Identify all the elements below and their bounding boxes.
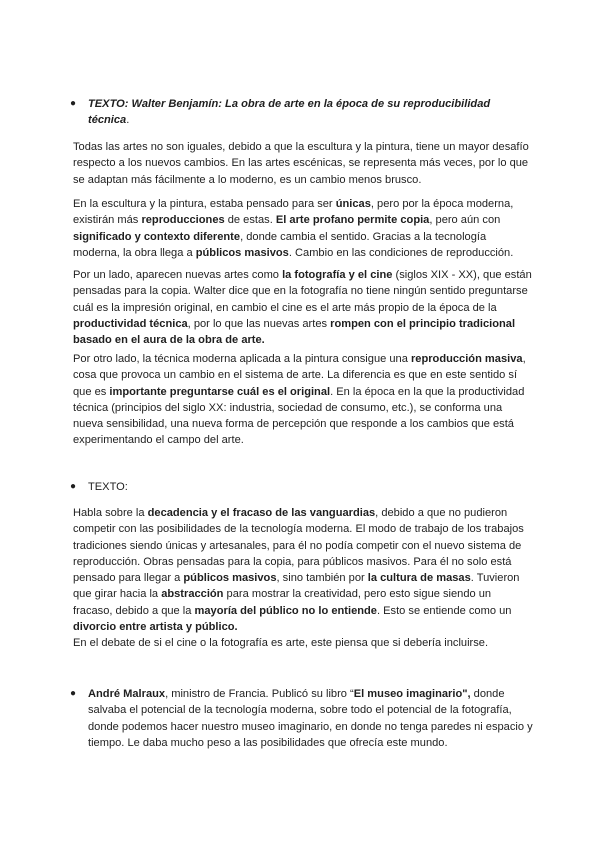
bold-run: importante preguntarse cuál es el original — [109, 385, 331, 398]
text-run: Por otro lado, la técnica moderna aplicada a la pintura consigue una — [73, 353, 411, 365]
paragraph-2-text — [73, 196, 533, 261]
text-run: , cosa que provoca un cambio en el sistema de arte. La diferencia es que en este sentido sí que es — [73, 353, 526, 398]
paragraph-2 — [73, 196, 533, 261]
text-run: donde salvaba el potencial de la tecnología moderna, sobre todo el potencial de la fotografía, donde podemos hacer nuestro museo imaginario, en donde no tenga paredes ni espacio y tiempo. Le daba mucho peso a las posibilidades que ofrecía este mundo. — [88, 688, 533, 749]
bold-run: significado y contexto diferente — [73, 230, 241, 243]
text-run: En la escultura y la pintura, estaba pensado para ser — [73, 198, 336, 210]
bold-run: abstracción — [161, 588, 224, 601]
text-run: Habla sobre la — [73, 507, 148, 519]
paragraph-5 — [73, 505, 533, 635]
text-run: . Tuvieron que girar hacia la — [73, 572, 520, 601]
paragraph-4-text — [73, 351, 533, 449]
bold-run: decadencia y el fracaso de las vanguardias — [147, 507, 376, 519]
bullet-icon: ● — [70, 688, 77, 699]
text-run: , pero por la época moderna, existirán más — [73, 198, 514, 227]
bold-run: públicos masivos — [195, 246, 289, 259]
text-run: para mostrar la creatividad, pero esto sigue siendo un fracaso, debido a que la — [73, 588, 492, 617]
bullet-icon: ● — [70, 98, 77, 109]
text-run: , debido a que no pudieron competir con las posibilidades de la tecnología moderna. El modo de trabajo de los trabajos tradiciones siendo únicas y artesanales, para él no podía competir con el nuevo sistema de reproducción. Obras pensadas para la copia, para públicos masivos. Para él no solo está pensado para llegar a — [73, 507, 524, 585]
paragraph-1-text: Todas las artes no son iguales, debido a que la escultura y la pintura, tiene un mayor desafío respecto a los nuevos cambios. En las artes escénicas, se representa más veces, por lo que se adaptan más fácilmente a lo moderno, es un cambio menos brusco. — [73, 141, 529, 186]
text-run: , ministro de Francia. Publicó su libro “ — [165, 688, 354, 700]
bold-run: El arte profano permite copia — [275, 214, 430, 227]
bold-run: rompen con el principio tradicional basado en el aura de la obra de arte. — [73, 317, 516, 347]
malraux-text — [88, 686, 533, 751]
bold-run: públicos masivos — [183, 572, 277, 585]
bold-run: reproducciones — [141, 214, 225, 227]
text-run: Por un lado, aparecen nuevas artes como — [73, 269, 283, 281]
text-run: de estas. — [224, 214, 276, 227]
section-heading-benjamin — [88, 96, 533, 129]
text-run: (siglos XIX - XX), que están pensadas para la copia. Walter dice que en la fotografía no tiene ningún sentido preguntarse cuál es la impresión original, en cambio el cine es el arte más propio de la época de la — [73, 269, 532, 314]
bullet-item-benjamin — [70, 96, 533, 129]
paragraph-6 — [73, 635, 533, 651]
paragraph-5-text — [73, 505, 533, 635]
text-run: , sino también por — [276, 572, 368, 585]
section-heading-texto: TEXTO: — [88, 481, 128, 493]
heading-period: . — [126, 114, 130, 127]
bold-run: reproducción masiva — [410, 353, 523, 365]
bold-run: productividad técnica — [73, 317, 188, 330]
text-run: , donde cambia el sentido. Gracias a la tecnología moderna, la obra llega a — [73, 230, 487, 259]
bold-run: divorcio entre artista y público. — [73, 621, 238, 634]
bullet-icon: ● — [70, 481, 77, 492]
heading-line-2: técnica — [88, 114, 127, 127]
heading-line-1: TEXTO: Walter Benjamín: La obra de arte en la época de su reproducibilidad — [88, 98, 491, 110]
text-run: , pero aún con — [429, 214, 501, 227]
bold-run: únicas — [335, 198, 371, 210]
paragraph-3 — [73, 267, 533, 348]
bullet-item-malraux — [70, 686, 533, 751]
paragraph-1 — [73, 139, 533, 188]
bold-run: André Malraux — [88, 688, 166, 700]
paragraph-6-text: En el debate de si el cine o la fotografía es arte, este piensa que si debería incluirse. — [73, 637, 489, 649]
paragraph-4 — [73, 351, 533, 449]
bullet-item-texto — [70, 479, 533, 495]
text-run: . Cambio en las condiciones de reproducción. — [288, 246, 514, 259]
bold-run: la fotografía y el cine — [282, 269, 393, 281]
bold-run: la cultura de masas — [367, 572, 471, 585]
paragraph-3-text — [73, 267, 533, 348]
text-run: . Esto se entiende como un — [376, 604, 512, 617]
bold-run: El museo imaginario", — [353, 688, 471, 700]
text-run: . En la época en la que la productividad técnica (principios del siglo XX: industria, sociedad de consumo, etc.), se conforma una nueva sensibilidad, una nueva forma de percepción que responde a los cambios que está experimentando el campo del arte. — [73, 385, 525, 447]
text-run: , por lo que las nuevas artes — [187, 317, 331, 330]
bold-run: mayoría del público no lo entiende — [194, 604, 377, 617]
